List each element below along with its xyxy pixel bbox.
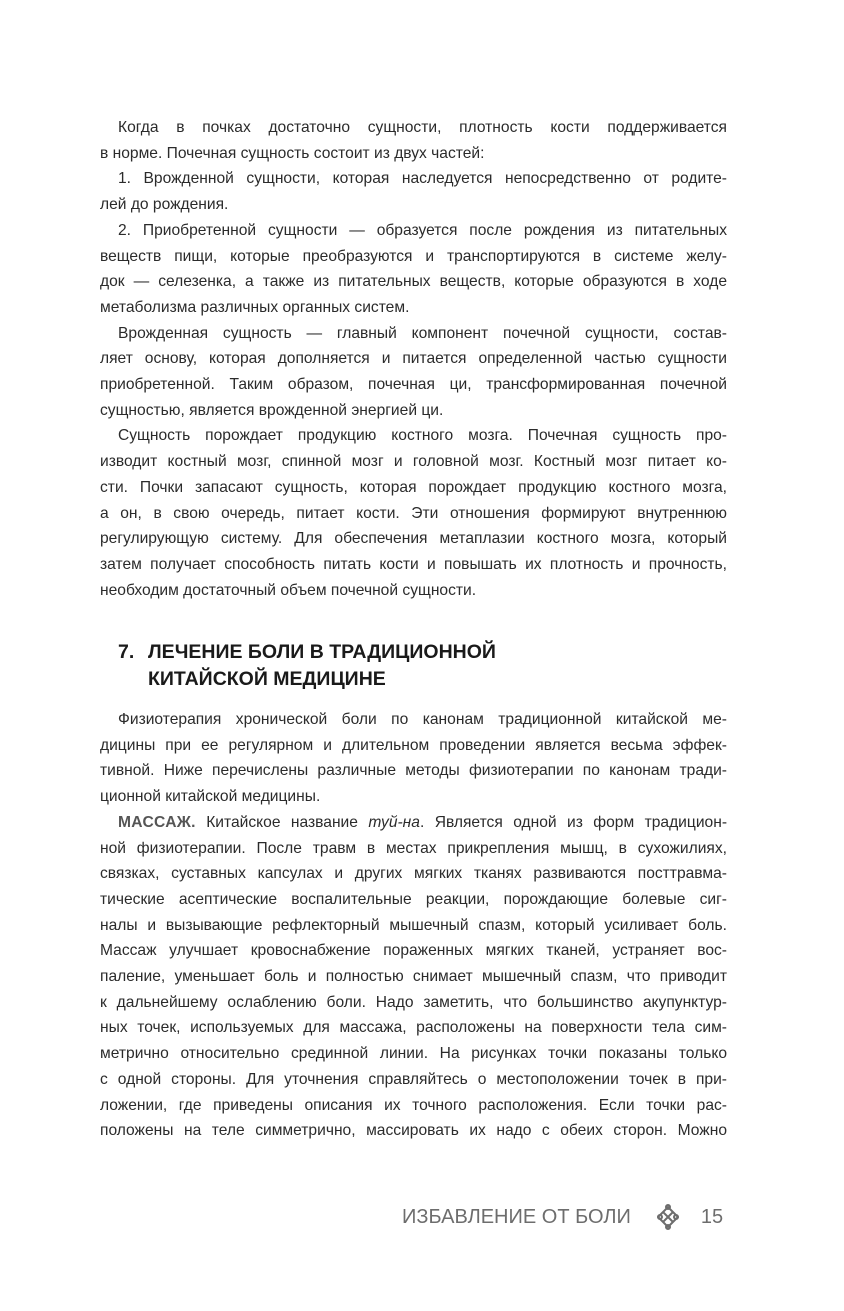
text-line: ложении, где приведены описания их точного расположения. Если точки рас- — [100, 1096, 727, 1114]
text-line: тивной. Ниже перечислены различные методы физиотерапии по канонам тради- — [100, 762, 727, 780]
text-line: ционной китайской медицины. — [100, 788, 321, 806]
text-line: метаболизма различных органных систем. — [100, 298, 410, 316]
text-line: паление, уменьшает боль и полностью снимает мышечный спазм, что приводит — [100, 968, 727, 986]
text-line: связках, суставных капсулах и других мягких тканях развиваются посттравма- — [100, 865, 727, 883]
chinese-term: туй-на — [368, 813, 420, 831]
text-line: Врожденная сущность — главный компонент почечной сущности, состав- — [118, 324, 727, 342]
text-line: Сущность порождает продукцию костного мозга. Почечная сущность про- — [118, 427, 727, 445]
text-line: сущностью, является врожденной энергией ци. — [100, 401, 444, 419]
heading-line-2: КИТАЙСКОЙ МЕДИЦИНЕ — [148, 668, 386, 690]
text-line: положены на теле симметрично, массировать их надо с обеих сторон. Можно — [100, 1122, 727, 1140]
text-fragment: . Является одной из форм традицион- — [419, 813, 728, 831]
heading-number: 7. — [118, 641, 135, 663]
text-line: тические асептические воспалительные реакции, порождающие болевые сиг- — [100, 890, 727, 908]
text-line: 1. Врожденной сущности, которая наследуется непосредственно от родите- — [118, 170, 727, 188]
heading-line-1: ЛЕЧЕНИЕ БОЛИ В ТРАДИЦИОННОЙ — [148, 641, 496, 663]
body-text-section-2 — [100, 707, 727, 1144]
text-line: затем получает способность питать кости и повышать их плотность и прочность, — [100, 555, 727, 573]
running-title: ИЗБАВЛЕНИЕ ОТ БОЛИ — [402, 1205, 631, 1228]
text-line: Массаж улучшает кровоснабжение пораженных мягких тканей, устраняет вос- — [100, 942, 727, 960]
page-number: 15 — [700, 1205, 724, 1228]
text-line: регулирующую систему. Для обеспечения метаплазии костного мозга, который — [100, 530, 727, 548]
text-line: лей до рождения. — [100, 196, 229, 214]
text-line: веществ пищи, которые преобразуются и транспортируются в системе желу- — [100, 247, 727, 265]
text-line: сти. Почки запасают сущность, которая порождает продукцию костного мозга, — [100, 478, 727, 496]
text-line: ных точек, используемых для массажа, расположены на поверхности тела сим- — [100, 1019, 727, 1037]
text-line: ной физиотерапии. После травм в местах прикрепления мышц, в сухожилиях, — [100, 839, 727, 857]
text-line: необходим достаточный объем почечной сущности. — [100, 581, 477, 599]
section-heading — [118, 639, 496, 693]
text-line: а он, в свою очередь, питает кости. Эти отношения формируют внутреннюю — [100, 504, 727, 522]
text-line: Когда в почках достаточно сущности, плотность кости поддерживается — [118, 119, 727, 136]
text-line: док — селезенка, а также из питательных веществ, которые образуются в ходе — [100, 273, 727, 291]
text-line: дицины при ее регулярном и длительном проведении является весьма эффек- — [100, 736, 727, 754]
text-line: налы и вызывающие рефлекторный мышечный спазм, который усиливает боль. — [100, 916, 727, 934]
text-line: метрично относительно срединной линии. На рисунках точки показаны только — [100, 1045, 727, 1063]
text-line: с одной стороны. Для уточнения справляйтесь о местоположении точек в при- — [100, 1070, 727, 1088]
text-line: к дальнейшему ослаблению боли. Надо заметить, что большинство акупунктур- — [100, 993, 727, 1011]
text-line: ляет основу, которая дополняется и питается определенной частью сущности — [100, 350, 727, 368]
body-text-section-1 — [100, 115, 727, 603]
text-line: приобретенной. Таким образом, почечная ци, трансформированная почечной — [100, 376, 727, 394]
text-line: 2. Приобретенной сущности — образуется после рождения из питательных — [118, 221, 727, 239]
endless-knot-icon — [657, 1204, 679, 1230]
text-line: Физиотерапия хронической боли по канонам традиционной китайской ме- — [118, 711, 727, 728]
massage-first-line — [100, 810, 727, 836]
text-fragment: Китайское название — [206, 813, 358, 831]
massage-term: МАССАЖ. — [118, 813, 196, 831]
text-line: изводит костный мозг, спинной мозг и головной мозг. Костный мозг питает ко- — [100, 453, 727, 471]
page-footer — [402, 1204, 723, 1230]
text-line: в норме. Почечная сущность состоит из двух частей: — [100, 144, 485, 162]
